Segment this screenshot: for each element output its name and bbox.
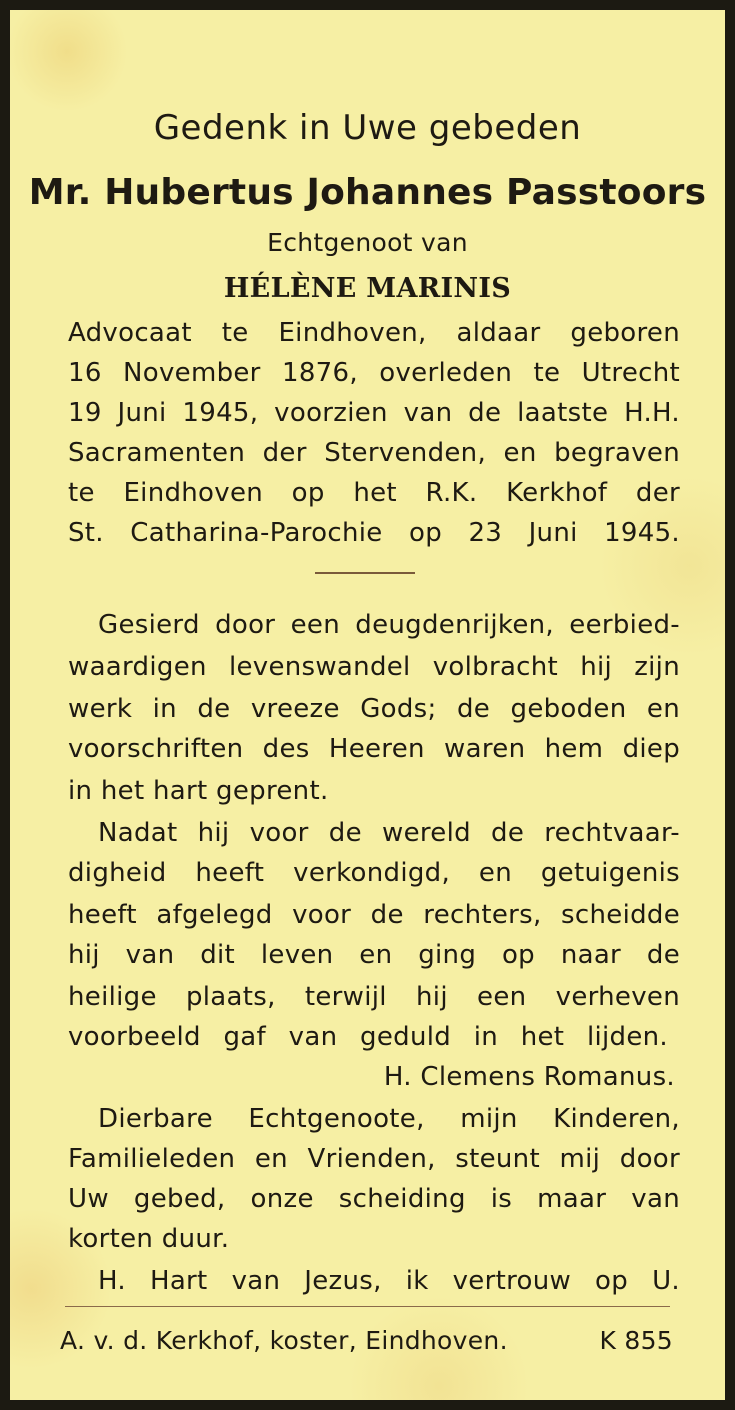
- quote-line: digheid heeft verkondigd, en getuigenis: [68, 858, 680, 888]
- biography-line: Sacramenten der Stervenden, en begraven: [68, 438, 680, 468]
- farewell-line: Uw gebed, onze scheiding is maar van: [68, 1184, 680, 1214]
- memorial-card: [10, 10, 725, 1400]
- footer-divider: [65, 1306, 670, 1307]
- biography-line: St. Catharina-Parochie op 23 Juni 1945.: [68, 518, 680, 548]
- biography-line: Advocaat te Eindhoven, aldaar geboren: [68, 318, 680, 348]
- biography-line: 16 November 1876, overleden te Utrecht: [68, 358, 680, 388]
- quote-line: werk in de vreeze Gods; de geboden en: [68, 694, 680, 724]
- quote-line: voorbeeld gaf van geduld in het lijden.: [68, 1022, 668, 1052]
- spouse-name: HÉLÈNE MARINIS: [223, 273, 512, 304]
- biography-line: 19 Juni 1945, voorzien van de laatste H.H.: [68, 398, 680, 428]
- biography-line: te Eindhoven op het R.K. Kerkhof der: [68, 478, 680, 508]
- quote-line: heeft afgelegd voor de rechters, scheidde: [68, 900, 680, 930]
- quote-attribution: H. Clemens Romanus.: [383, 1062, 675, 1092]
- invocation: H. Hart van Jezus, ik vertrouw op U.: [98, 1266, 680, 1296]
- farewell-line: Familieleden en Vrienden, steunt mij door: [68, 1144, 680, 1174]
- farewell-line: korten duur.: [68, 1224, 230, 1254]
- quote-line: Gesierd door een deugdenrijken, eerbied-: [98, 610, 680, 640]
- card-code: K 855: [599, 1326, 673, 1355]
- farewell-line: Dierbare Echtgenoote, mijn Kinderen,: [98, 1104, 680, 1134]
- deceased-name: Mr. Hubertus Johannes Passtoors: [28, 172, 707, 213]
- quote-line: hij van dit leven en ging op naar de: [68, 940, 680, 970]
- quote-line: Nadat hij voor de wereld de rechtvaar-: [98, 818, 680, 848]
- quote-line: waardigen levenswandel volbracht hij zijn: [68, 652, 680, 682]
- quote-line: in het hart geprent.: [68, 776, 329, 806]
- printer-credit: A. v. d. Kerkhof, koster, Eindhoven.: [60, 1326, 508, 1355]
- prayer-heading: Gedenk in Uwe gebeden: [153, 108, 582, 148]
- quote-line: voorschriften des Heeren waren hem diep: [68, 734, 680, 764]
- section-divider: [315, 572, 415, 574]
- relation-label: Echtgenoot van: [267, 228, 468, 257]
- quote-line: heilige plaats, terwijl hij een verheven: [68, 982, 680, 1012]
